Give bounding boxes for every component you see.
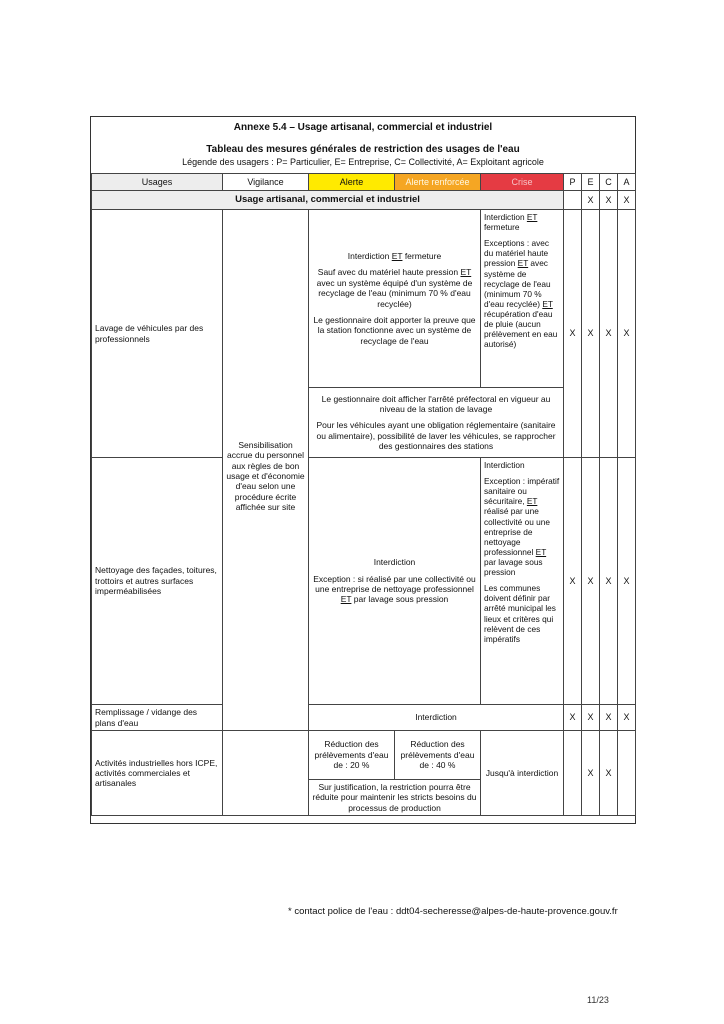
remplissage-measure: Interdiction: [309, 705, 564, 731]
lavage-c: X: [600, 210, 618, 458]
lavage-e: X: [582, 210, 600, 458]
header-usages: Usages: [92, 174, 223, 191]
lavage-crise: Interdiction ET fermeture Exceptions : avec du matériel haute pression ET avec système de recyclage de l'eau (minimum 70 % d'eau recyclée) ET récupération d'eau de pluie (aucun prélèvement en eau autorisé): [481, 210, 564, 388]
header-vigilance: Vigilance: [223, 174, 309, 191]
lavage-note: Le gestionnaire doit afficher l'arrêté préfectoral en vigueur au niveau de la station de lavage Pour les véhicules ayant une obligation réglementaire (sanitaire ou alimentaire), possibilité de laver les véhicules, se rapprocher des gestionnaires des stations: [309, 388, 564, 458]
nettoyage-p: X: [564, 458, 582, 705]
lavage-a: X: [618, 210, 636, 458]
table-row: [92, 458, 636, 705]
header-e: E: [582, 174, 600, 191]
nettoyage-c: X: [600, 458, 618, 705]
header-crise: Crise: [481, 174, 564, 191]
activites-vigilance: [223, 731, 309, 816]
annex-title: Annexe 5.4 – Usage artisanal, commercial et industriel: [233, 122, 493, 133]
header-c: C: [600, 174, 618, 191]
activites-e: X: [582, 731, 600, 816]
legend-text: Légende des usagers : P= Particulier, E= Entreprise, C= Collectivité, A= Exploitant agricole: [182, 157, 544, 167]
contact-line: * contact police de l'eau : ddt04-secheresse@alpes-de-haute-provence.gouv.fr: [288, 906, 618, 917]
header-row: [92, 174, 636, 191]
nettoyage-a: X: [618, 458, 636, 705]
annex-sheet: [90, 116, 636, 824]
remplissage-c: X: [600, 705, 618, 731]
section-e: X: [582, 191, 600, 210]
activites-alerte: Réduction des prélèvements d'eau de : 20 %: [309, 731, 395, 780]
usage-activites: Activités industrielles hors ICPE, activités commerciales et artisanales: [92, 731, 223, 816]
section-p: [564, 191, 582, 210]
activites-note: Sur justification, la restriction pourra être réduite pour maintenir les stricts besoins du processus de production: [309, 780, 481, 816]
usage-nettoyage: Nettoyage des façades, toitures, trottoirs et autres surfaces imperméabilisées: [92, 458, 223, 705]
activites-crise: Jusqu'à interdiction: [481, 731, 564, 816]
usage-remplissage: Remplissage / vidange des plans d'eau: [92, 705, 223, 731]
lavage-p: X: [564, 210, 582, 458]
table-row: [92, 210, 636, 388]
page-number: 11/23: [587, 995, 609, 1005]
usage-lavage: Lavage de véhicules par des professionnels: [92, 210, 223, 458]
remplissage-p: X: [564, 705, 582, 731]
table-row: [92, 705, 636, 731]
remplissage-a: X: [618, 705, 636, 731]
activites-alerte-renforcee: Réduction des prélèvements d'eau de : 40 %: [395, 731, 481, 780]
table-row: [92, 731, 636, 780]
activites-a: [618, 731, 636, 816]
header-p: P: [564, 174, 582, 191]
header-a: A: [618, 174, 636, 191]
nettoyage-e: X: [582, 458, 600, 705]
remplissage-e: X: [582, 705, 600, 731]
lavage-measures: Interdiction ET fermeture Sauf avec du matériel haute pression ET avec un système équipé d'un système de recyclage de l'eau (minimum 70 % d'eau recyclée) Le gestionnaire doit apporter la preuve que la station fonctionne avec un système de recyclage de l'eau: [309, 210, 481, 388]
section-title: Usage artisanal, commercial et industriel: [92, 191, 564, 210]
vigilance-text: Sensibilisation accrue du personnel aux règles de bon usage et d'économie d'eau selon une procédure écrite affichée sur site: [223, 210, 309, 731]
table-title: Tableau des mesures générales de restriction des usages de l'eau: [206, 144, 520, 155]
activites-p: [564, 731, 582, 816]
header-alerte: Alerte: [309, 174, 395, 191]
section-row: [92, 191, 636, 210]
nettoyage-measures: Interdiction Exception : si réalisé par une collectivité ou une entreprise de nettoyage professionnel ET par lavage sous pression: [309, 458, 481, 705]
nettoyage-crise: Interdiction Exception : impératif sanitaire ou sécuritaire, ET réalisé par une collectivité ou une entreprise de nettoyage professionnel ET par lavage sous pression Les communes doivent définir par arrêté municipal les lieux et critères qui relèvent de ces impératifs: [481, 458, 564, 705]
header-alerte-renforcee: Alerte renforcée: [395, 174, 481, 191]
section-c: X: [600, 191, 618, 210]
restriction-table: [91, 173, 636, 816]
activites-c: X: [600, 731, 618, 816]
section-a: X: [618, 191, 636, 210]
